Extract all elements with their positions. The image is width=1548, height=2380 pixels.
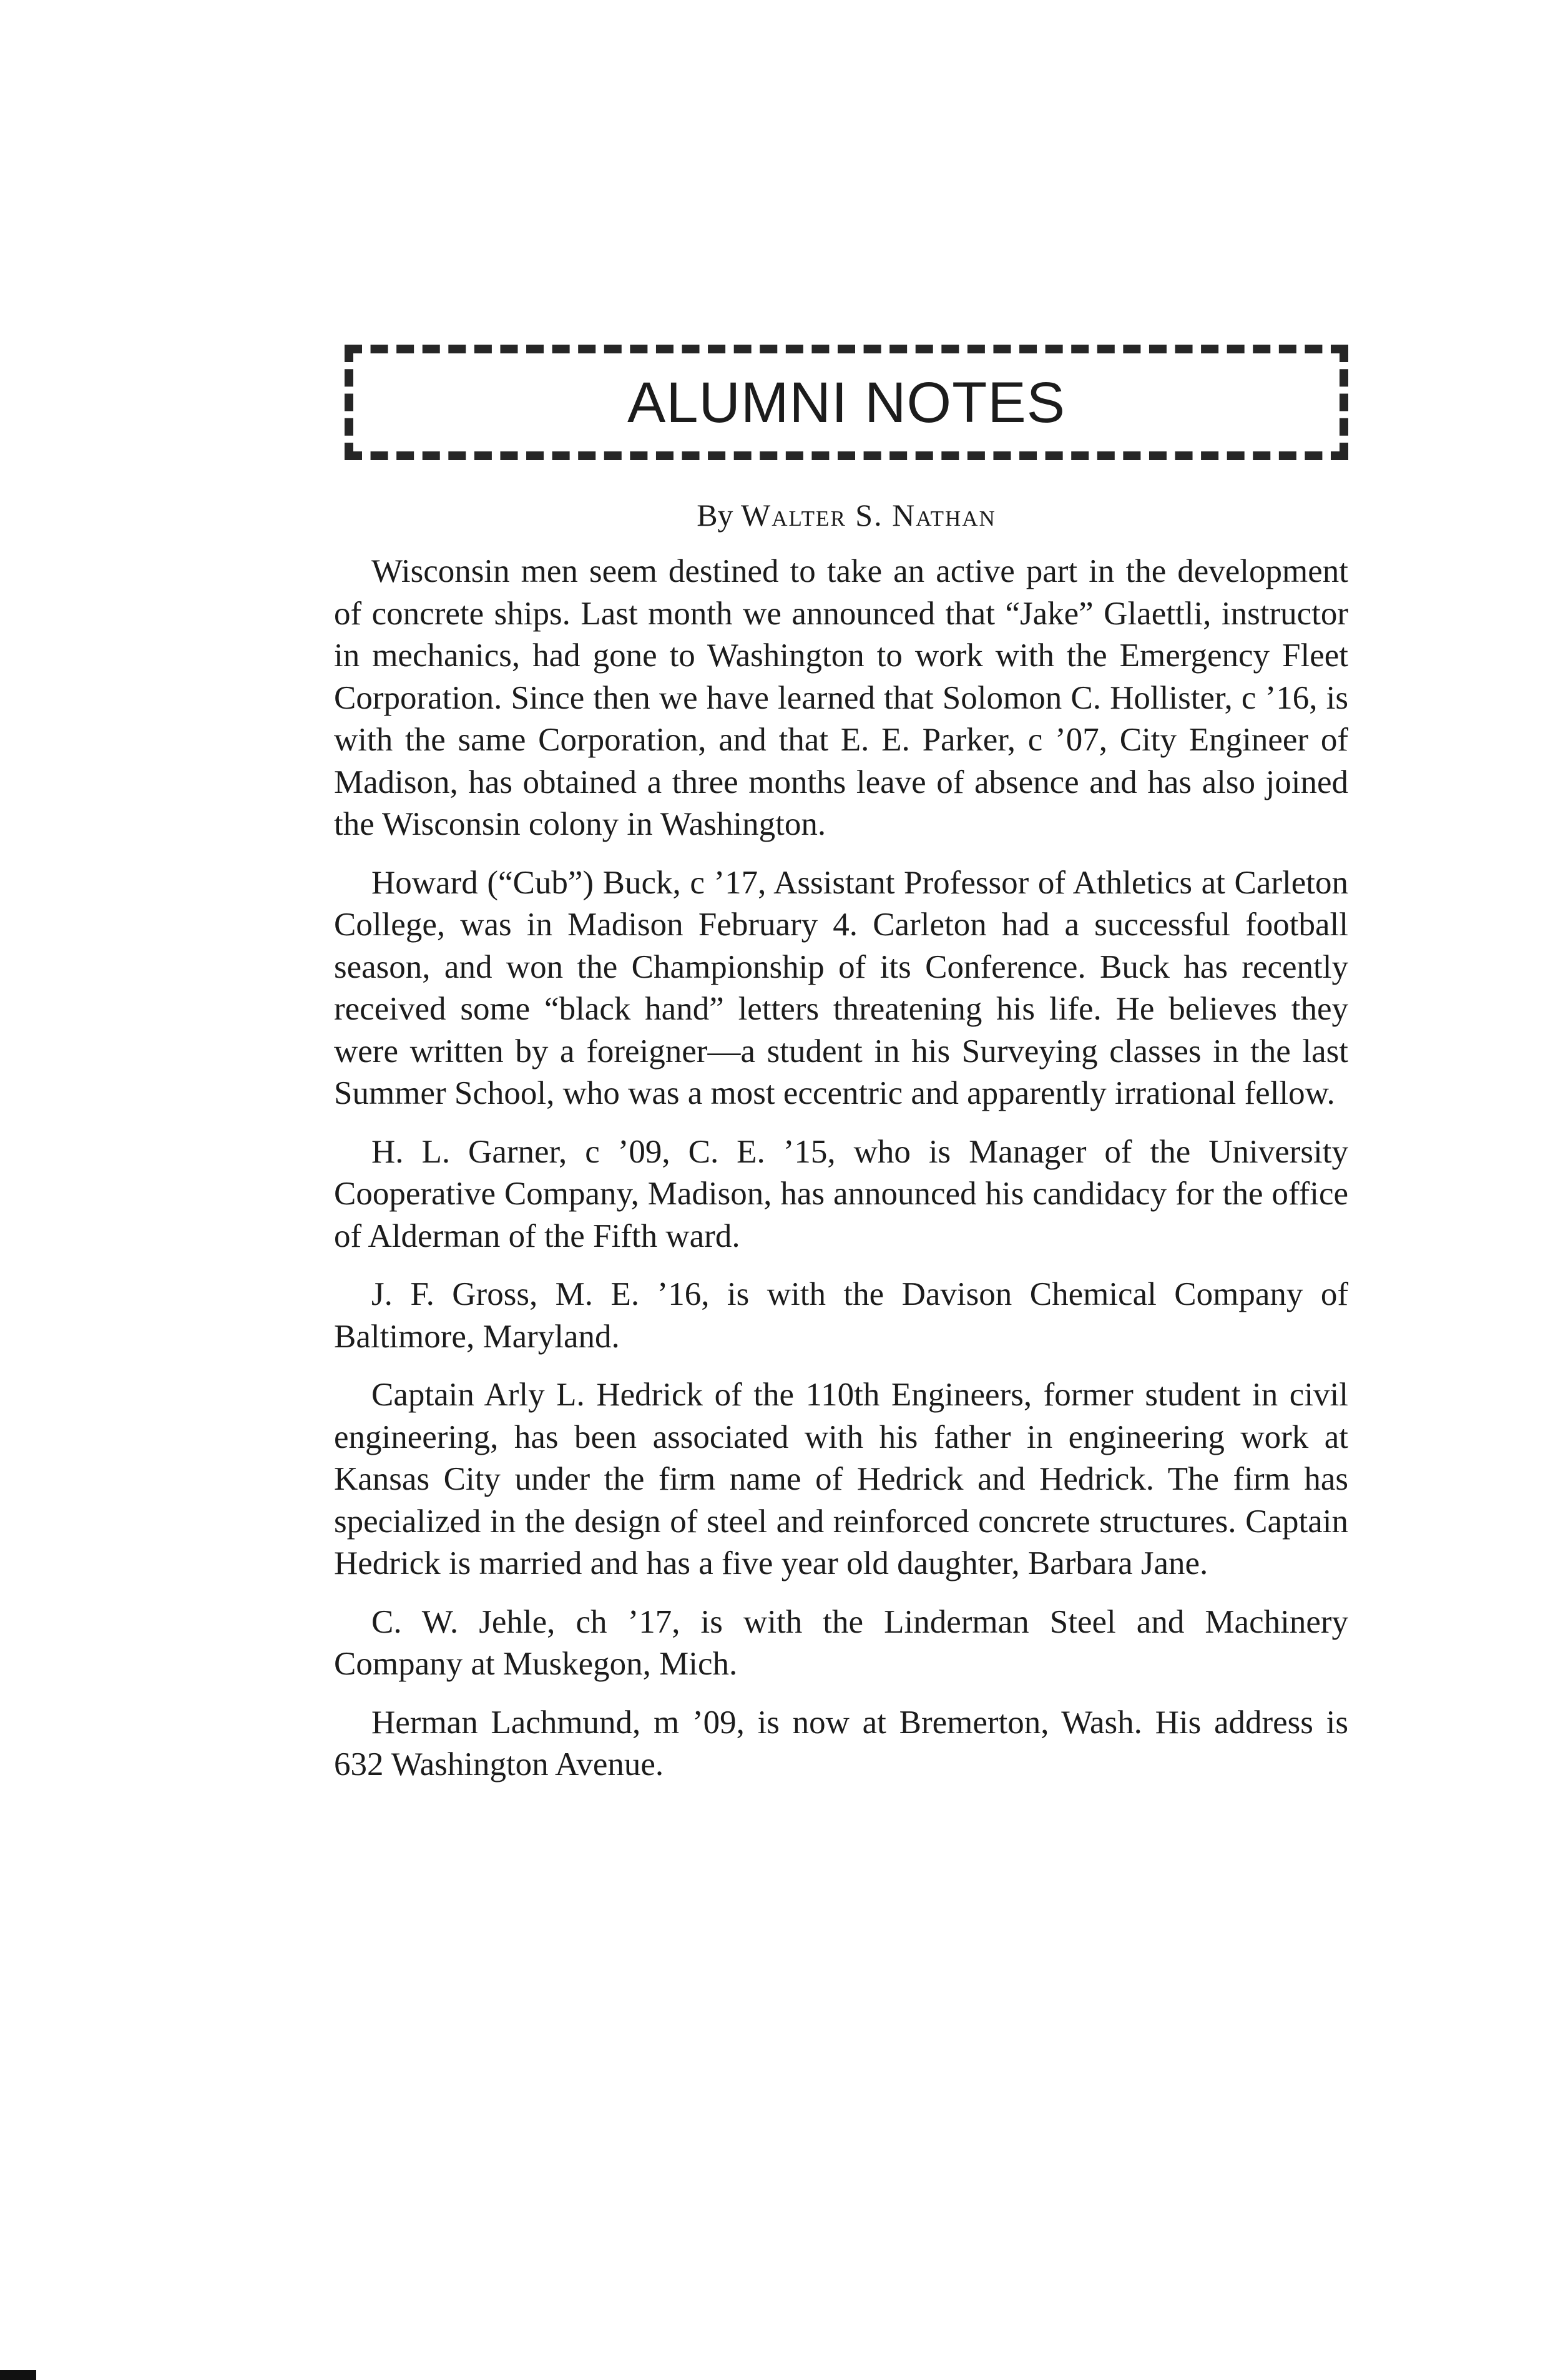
paragraph-garner: H. L. Garner, c ’09, C. E. ’15, who is Manager of the University Cooperative Company, Madison, has announced his candidacy for the office of Alderman of the Fifth ward.: [334, 1133, 1348, 1254]
paragraph-gross: J. F. Gross, M. E. ’16, is with the Davison Chemical Company of Baltimore, Maryland.: [334, 1276, 1348, 1355]
byline-prefix: By: [697, 498, 733, 533]
paragraph-lachmund: Herman Lachmund, m ’09, is now at Bremerton, Wash. His address is 632 Washington Avenue.: [334, 1704, 1348, 1783]
scan-edge-mark: [0, 2370, 36, 2380]
article-body: [334, 551, 1348, 1802]
paragraph-jehle: C. W. Jehle, ch ’17, is with the Linderman Steel and Machinery Company at Muskegon, Mich.: [334, 1603, 1348, 1682]
byline: [345, 499, 1348, 531]
page-title: ALUMNI NOTES: [627, 370, 1066, 435]
paragraph-hedrick: Captain Arly L. Hedrick of the 110th Engineers, former student in civil engineering, has been associated with his father in engineering work at Kansas City under the firm name of Hedrick and Hedrick. The firm has specialized in the design of steel and reinforced concrete structures. Captain Hedrick is married and has a five year old daughter, Barbara Jane.: [334, 1377, 1348, 1581]
paragraph-concrete-ships: Wisconsin men seem destined to take an active part in the development of concrete ships. Last month we announced that “Jake” Glaettli, instructor in mechanics, had gone to Washington to work with the Emergency Fleet Corporation. Since then we have learned that Solomon C. Hollister, c ’16, is with the same Corporation, and that E. E. Parker, c ’07, City Engineer of Madison, has obtained a three months leave of absence and has also joined the Wisconsin colony in Washington.: [334, 553, 1348, 842]
title-border-box: [345, 345, 1348, 460]
author-name: Walter S. Nathan: [741, 498, 996, 533]
paragraph-buck: Howard (“Cub”) Buck, c ’17, Assistant Professor of Athletics at Carleton College, was in Madison February 4. Carleton had a successful football season, and won the Championship of its Conference. Buck has recently received some “black hand” letters threatening his life. He believes they were written by a foreigner—a student in his Surveying classes in the last Summer School, who was a most eccentric and apparently irrational fellow.: [334, 864, 1348, 1111]
